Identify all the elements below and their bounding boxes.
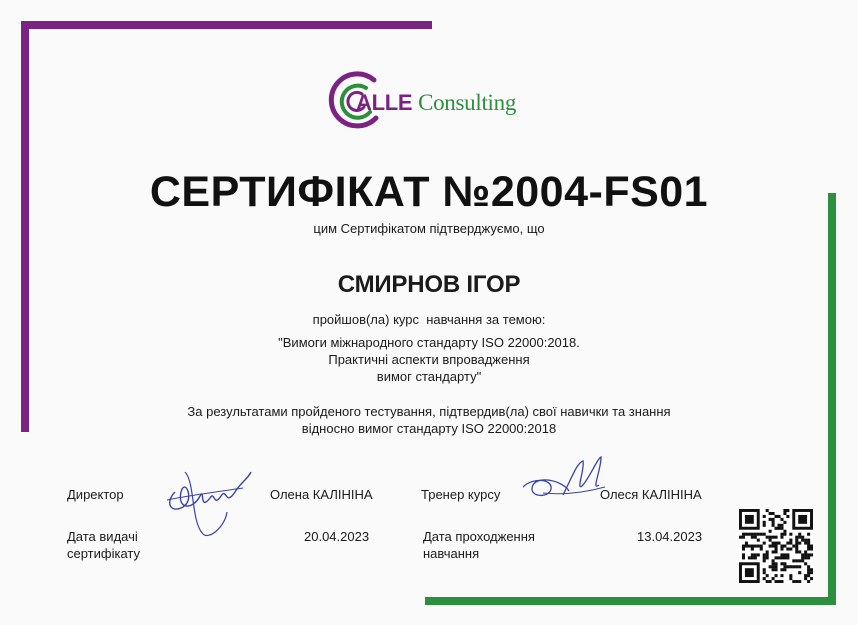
certificate-title: СЕРТИФІКАТ №2004-FS01 (149, 168, 709, 216)
course-title-line: Практичні аспекти впровадження (328, 352, 530, 367)
frame-accent-green-right (828, 193, 836, 604)
course-title-line: "Вимоги міжнародного стандарту ISO 22000:2018. (278, 335, 580, 350)
result-line: За результатами пройденого тестування, підтвердив(ла) свої навички та знання (187, 404, 671, 419)
issue-date-label-line: сертифікату (67, 546, 140, 561)
issue-date-label (67, 528, 140, 562)
director-label: Директор (67, 487, 124, 502)
logo-wordmark (356, 90, 516, 116)
course-intro: пройшов(ла) курс навчання за темою: (312, 312, 546, 327)
trainer-label: Тренер курсу (421, 487, 501, 502)
frame-accent-purple-top (21, 21, 432, 29)
training-date: 13.04.2023 (637, 529, 703, 544)
trainer-name: Олеся КАЛІНІНА (600, 487, 702, 502)
training-date-label-line: Дата проходження (423, 529, 535, 544)
result-statement (0, 403, 858, 437)
certificate-subtitle: цим Сертифікатом підтверджуємо, що (313, 221, 545, 236)
frame-accent-green-bottom (425, 597, 836, 605)
course-title-line: вимог стандарту" (376, 369, 482, 384)
result-line: відносно вимог стандарту ISO 22000:2018 (301, 421, 557, 436)
company-logo (326, 68, 546, 134)
training-date-label (423, 528, 535, 562)
issue-date-label-line: Дата видачі (67, 529, 138, 544)
course-title (0, 334, 858, 385)
qr-code-icon[interactable] (739, 509, 813, 583)
issue-date: 20.04.2023 (304, 529, 370, 544)
director-name: Олена КАЛІНІНА (270, 487, 373, 502)
logo-suffix: Consulting (418, 90, 517, 115)
training-date-label-line: навчання (423, 546, 480, 561)
recipient-name: СМИРНОВ ІГОР (337, 271, 521, 298)
director-signature (155, 452, 255, 542)
trainer-signature (513, 455, 613, 515)
logo-brand: ALLE (356, 90, 413, 115)
